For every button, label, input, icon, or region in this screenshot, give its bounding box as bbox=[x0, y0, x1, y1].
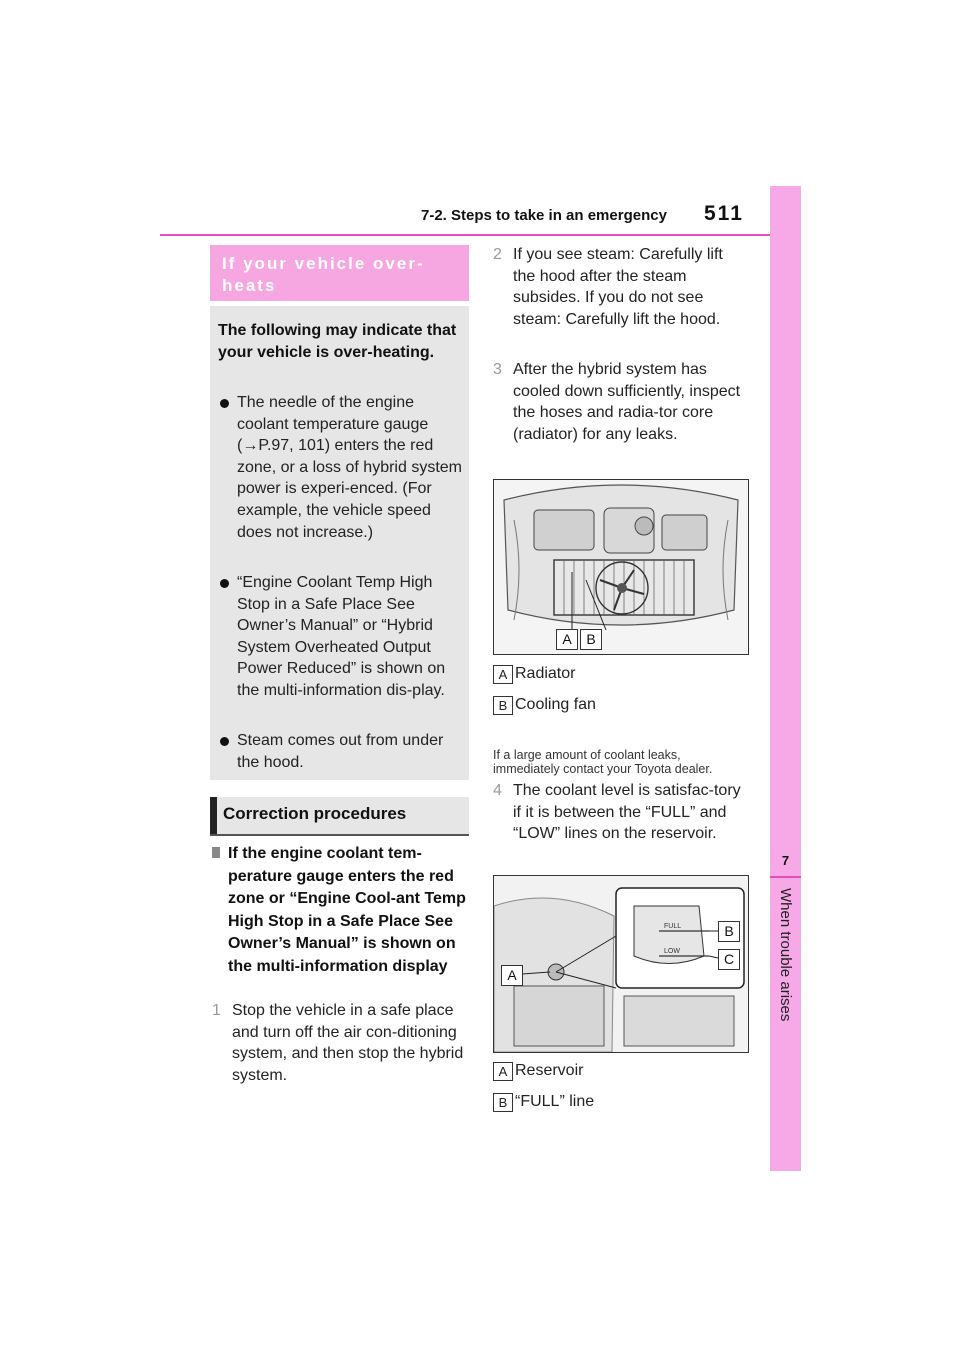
caption-letter: B bbox=[493, 696, 513, 715]
overheat-banner bbox=[210, 245, 469, 301]
condition-heading bbox=[212, 843, 467, 978]
caption-text: Cooling fan bbox=[515, 696, 596, 713]
banner-accent-bar bbox=[210, 797, 217, 834]
caption-letter: A bbox=[493, 1062, 513, 1081]
symptom-bullet bbox=[218, 730, 466, 773]
header-rule bbox=[160, 234, 770, 236]
step-4 bbox=[493, 780, 745, 845]
step-text: If you see steam: Carefully lift the hood after the steam subsides. If you do not see steam: Carefully lift the hood. bbox=[513, 246, 723, 328]
page-number: 511 bbox=[704, 202, 744, 225]
step-text: Stop the vehicle in a safe place and turn off the air con-ditioning system, and then stop the hybrid system. bbox=[232, 1002, 464, 1084]
caption-letter: A bbox=[493, 665, 513, 684]
symptoms-box bbox=[210, 306, 469, 780]
chapter-tab-divider bbox=[770, 876, 801, 878]
step-3 bbox=[493, 359, 745, 445]
symptom-bullet bbox=[218, 572, 466, 702]
caption-radiator bbox=[493, 664, 743, 684]
bullet-icon bbox=[220, 399, 229, 408]
step-number: 3 bbox=[493, 361, 502, 378]
callout-c: C bbox=[718, 949, 740, 970]
full-mark-text: FULL bbox=[664, 923, 682, 930]
reservoir-drawing bbox=[494, 876, 748, 1052]
step-text: The coolant level is satisfac-tory if it is between the “FULL” and “LOW” lines on the reservoir. bbox=[513, 782, 741, 843]
square-bullet-icon bbox=[212, 847, 220, 858]
caption-text: Reservoir bbox=[515, 1062, 584, 1079]
chapter-label-wrap bbox=[770, 888, 801, 1038]
correction-rule bbox=[210, 834, 469, 836]
coolant-leak-note: If a large amount of coolant leaks, immediately contact your Toyota dealer. bbox=[493, 748, 713, 776]
callout-a: A bbox=[501, 965, 523, 986]
caption-letter: B bbox=[493, 1093, 513, 1112]
caption-reservoir bbox=[493, 1061, 743, 1081]
caption-full-line bbox=[493, 1092, 743, 1112]
callout-b: B bbox=[718, 921, 740, 942]
caption-text: “FULL” line bbox=[515, 1093, 595, 1110]
step-number: 4 bbox=[493, 782, 502, 799]
correction-title: Correction procedures bbox=[223, 804, 407, 823]
callout-b: B bbox=[580, 629, 602, 650]
step-1 bbox=[212, 1000, 470, 1086]
chapter-label: When trouble arises bbox=[777, 888, 794, 1022]
bullet-icon bbox=[220, 579, 229, 588]
caption-cooling-fan bbox=[493, 695, 743, 715]
section-title: 7-2. Steps to take in an emergency bbox=[421, 207, 667, 224]
low-mark-text: LOW bbox=[664, 948, 680, 955]
step-text: After the hybrid system has cooled down sufficiently, inspect the hoses and radia-tor core (radiator) for any leaks. bbox=[513, 361, 741, 443]
symptom-text: “Engine Coolant Temp High Stop in a Safe Place See Owner’s Manual” or “Hybrid System Overheated Output Power Reduced” is shown on the multi-information dis-play. bbox=[237, 574, 446, 699]
symptom-text: The needle of the engine coolant temperature gauge (→P.97, 101) enters the red zone, or a loss of hybrid system power is experi-enced. (For example, the vehicle speed does not increase.) bbox=[237, 394, 462, 541]
step-2 bbox=[493, 244, 745, 330]
condition-text: If the engine coolant tem-perature gauge enters the red zone or “Engine Cool-ant Temp High Stop in a Safe Place See Owner’s Manual” is shown on the multi-information display bbox=[228, 845, 466, 975]
caption-text: Radiator bbox=[515, 665, 576, 682]
correction-banner bbox=[210, 797, 469, 834]
step-number: 1 bbox=[212, 1002, 221, 1019]
overheat-banner-line2: heats bbox=[222, 276, 277, 295]
symptom-text: Steam comes out from under the hood. bbox=[237, 732, 444, 771]
callout-a: A bbox=[556, 629, 578, 650]
engine-bay-illustration bbox=[493, 479, 749, 655]
engine-bay-drawing bbox=[494, 480, 748, 654]
step-number: 2 bbox=[493, 246, 502, 263]
chapter-number: 7 bbox=[781, 853, 790, 868]
symptoms-intro: The following may indicate that your vehicle is over-heating. bbox=[218, 322, 457, 361]
symptom-bullet bbox=[218, 392, 466, 543]
reservoir-illustration bbox=[493, 875, 749, 1053]
bullet-icon bbox=[220, 737, 229, 746]
overheat-banner-line1: If your vehicle over- bbox=[222, 254, 425, 273]
